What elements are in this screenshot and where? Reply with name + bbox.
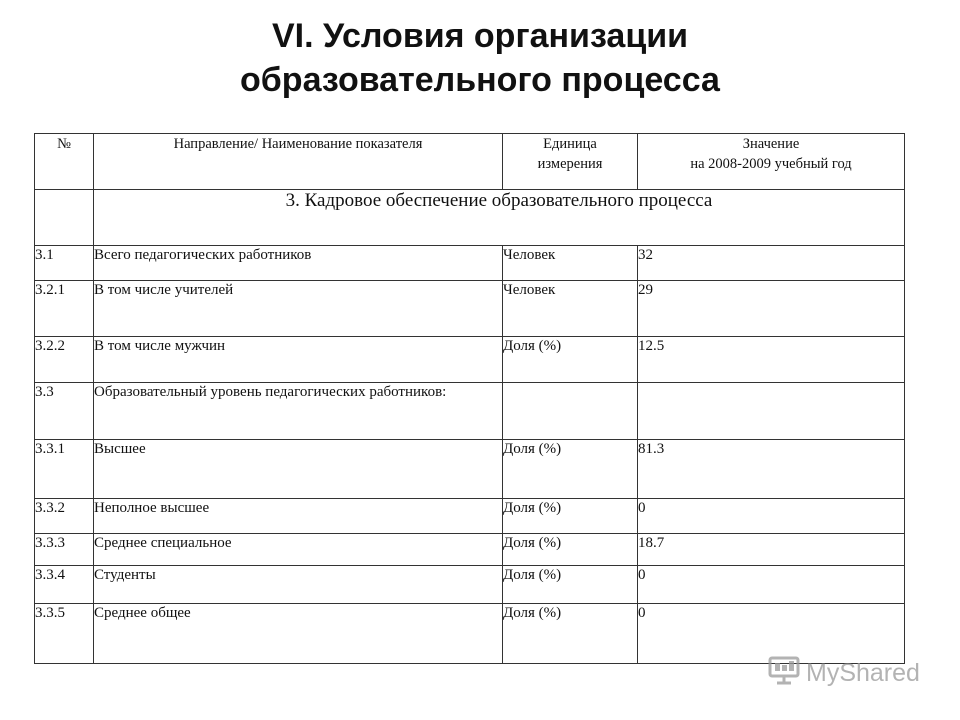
row-value: 18.7 xyxy=(638,534,905,566)
header-value-line-2: на 2008-2009 учебный год xyxy=(690,156,852,172)
table-row xyxy=(35,534,905,566)
row-name: Среднее специальное xyxy=(94,534,503,566)
row-name: Среднее общее xyxy=(94,604,503,664)
row-name: В том числе учителей xyxy=(94,281,503,337)
row-name: Студенты xyxy=(94,566,503,604)
header-value xyxy=(638,134,905,190)
row-value: 0 xyxy=(638,566,905,604)
row-name: Всего педагогических работников xyxy=(94,246,503,281)
title-line-1: VI. Условия организации xyxy=(271,17,689,55)
watermark-text: MyShared xyxy=(806,658,920,687)
row-value: 0 xyxy=(638,604,905,664)
table-row xyxy=(35,383,905,440)
header-unit-line-1: Единица xyxy=(543,136,597,152)
header-unit xyxy=(503,134,638,190)
presentation-screen-icon xyxy=(768,654,800,693)
row-unit: Человек xyxy=(503,281,638,337)
indicators-table xyxy=(34,133,905,664)
row-num: 3.3.4 xyxy=(35,566,94,604)
row-unit: Доля (%) xyxy=(503,499,638,534)
section-num-cell xyxy=(35,190,94,246)
row-name: Образовательный уровень педагогических работников: xyxy=(94,383,503,440)
row-name: В том числе мужчин xyxy=(94,337,503,383)
header-value-line-1: Значение xyxy=(742,136,800,152)
row-num: 3.1 xyxy=(35,246,94,281)
section-title: 3. Кадровое обеспечение образовательного процесса xyxy=(94,190,905,246)
row-num: 3.2.2 xyxy=(35,337,94,383)
table-row xyxy=(35,281,905,337)
table-row xyxy=(35,566,905,604)
title-line-2: образовательного процесса xyxy=(240,61,720,99)
row-unit: Доля (%) xyxy=(503,440,638,499)
row-value: 81.3 xyxy=(638,440,905,499)
header-name: Направление/ Наименование показателя xyxy=(94,134,503,190)
section-row xyxy=(35,190,905,246)
page-title xyxy=(0,14,960,102)
row-value xyxy=(638,383,905,440)
header-unit-line-2: измерения xyxy=(537,156,603,172)
table-row xyxy=(35,246,905,281)
table-row xyxy=(35,440,905,499)
row-value: 32 xyxy=(638,246,905,281)
table-header-row xyxy=(35,134,905,190)
row-value: 12.5 xyxy=(638,337,905,383)
row-unit: Доля (%) xyxy=(503,337,638,383)
row-num: 3.2.1 xyxy=(35,281,94,337)
row-unit: Человек xyxy=(503,246,638,281)
row-unit xyxy=(503,383,638,440)
row-num: 3.3.1 xyxy=(35,440,94,499)
row-num: 3.3.2 xyxy=(35,499,94,534)
row-num: 3.3 xyxy=(35,383,94,440)
row-num: 3.3.3 xyxy=(35,534,94,566)
row-unit: Доля (%) xyxy=(503,566,638,604)
row-name: Неполное высшее xyxy=(94,499,503,534)
myshared-watermark xyxy=(768,655,920,691)
table-row xyxy=(35,337,905,383)
row-unit: Доля (%) xyxy=(503,604,638,664)
header-num: № xyxy=(35,134,94,190)
row-value: 29 xyxy=(638,281,905,337)
table-row xyxy=(35,499,905,534)
row-unit: Доля (%) xyxy=(503,534,638,566)
row-value: 0 xyxy=(638,499,905,534)
row-name: Высшее xyxy=(94,440,503,499)
row-num: 3.3.5 xyxy=(35,604,94,664)
